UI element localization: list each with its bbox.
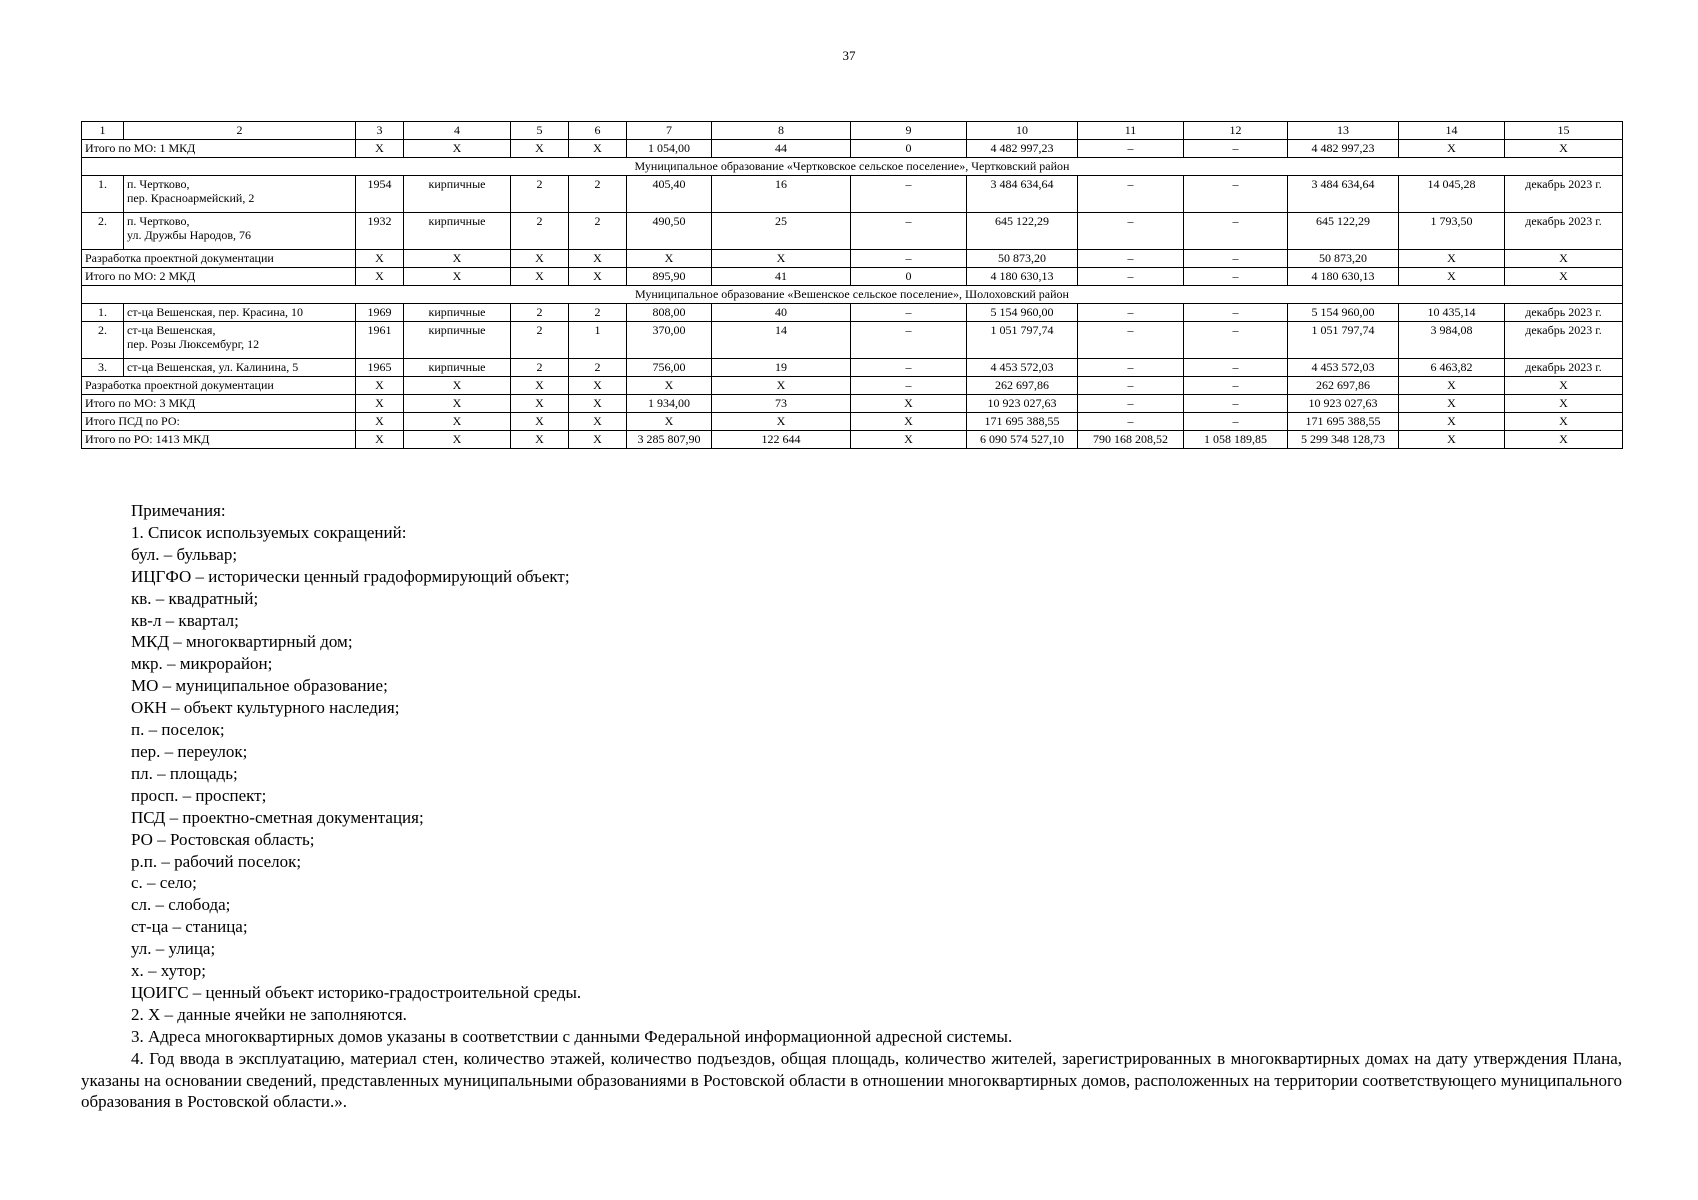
table-cell: кирпичные <box>404 213 511 250</box>
table-cell: X <box>356 268 404 286</box>
notes-item-3: 3. Адреса многоквартирных домов указаны в соответствии с данными Федеральной информационной адресной системы. <box>131 1026 1013 1046</box>
table-cell: 171 695 388,55 <box>967 413 1078 431</box>
abbreviation-item: пл. – площадь; <box>131 763 238 783</box>
abbreviation-item: п. – поселок; <box>131 720 225 740</box>
table-cell: 405,40 <box>627 176 712 213</box>
address-cell: п. Чертково, пер. Красноармейский, 2 <box>124 176 356 213</box>
table-cell: X <box>1399 431 1505 449</box>
table-cell: декабрь 2023 г. <box>1505 176 1623 213</box>
section-heading-row <box>82 286 1623 304</box>
table-header-row <box>82 122 1623 140</box>
housing-repair-table <box>81 121 1623 449</box>
table-cell: – <box>1184 413 1288 431</box>
table-cell: 645 122,29 <box>967 213 1078 250</box>
table-cell: 370,00 <box>627 322 712 359</box>
address-cell: ст-ца Вешенская, пер. Розы Люксембург, 12 <box>124 322 356 359</box>
table-cell: 4 453 572,03 <box>1288 359 1399 377</box>
table-row <box>82 213 1623 250</box>
table-cell: X <box>569 250 627 268</box>
column-number: 12 <box>1184 122 1288 140</box>
table-cell: X <box>356 140 404 158</box>
table-cell: 2 <box>569 213 627 250</box>
table-cell: – <box>1078 322 1184 359</box>
row-label: Итого ПСД по РО: <box>82 413 356 431</box>
table-cell: 1965 <box>356 359 404 377</box>
row-label: Итого по МО: 2 МКД <box>82 268 356 286</box>
abbreviation-item: кв-л – квартал; <box>131 610 239 630</box>
table-cell: – <box>1184 250 1288 268</box>
table-cell: 1969 <box>356 304 404 322</box>
column-number: 13 <box>1288 122 1399 140</box>
table-cell: – <box>851 250 967 268</box>
table-cell: X <box>511 140 569 158</box>
table-cell: 262 697,86 <box>967 377 1078 395</box>
table-cell: X <box>569 431 627 449</box>
abbreviation-item: мкр. – микрорайон; <box>131 654 273 674</box>
total-row <box>82 268 1623 286</box>
table-cell: 1954 <box>356 176 404 213</box>
abbreviation-item: бул. – бульвар; <box>131 544 238 564</box>
abbreviation-item: просп. – проспект; <box>131 785 267 805</box>
grand-total-row <box>82 431 1623 449</box>
design-docs-row <box>82 377 1623 395</box>
table-cell: 2 <box>569 304 627 322</box>
table-cell: X <box>1399 140 1505 158</box>
table-cell: X <box>569 268 627 286</box>
abbreviation-item: ЦОИГС – ценный объект историко-градостроительной среды. <box>131 982 582 1002</box>
total-row <box>82 395 1623 413</box>
table-cell: X <box>1399 413 1505 431</box>
row-number: 3. <box>82 359 124 377</box>
abbreviation-item: х. – хутор; <box>131 961 207 981</box>
column-number: 8 <box>712 122 851 140</box>
table-cell: X <box>356 250 404 268</box>
table-cell: 756,00 <box>627 359 712 377</box>
table-cell: – <box>1184 140 1288 158</box>
notes-item-1: 1. Список используемых сокращений: <box>131 522 407 542</box>
table-cell: X <box>511 413 569 431</box>
table-cell: 1932 <box>356 213 404 250</box>
table-cell: 40 <box>712 304 851 322</box>
abbreviation-list <box>81 544 1622 1004</box>
table-cell: 3 484 634,64 <box>1288 176 1399 213</box>
table-cell: – <box>851 377 967 395</box>
table-cell: декабрь 2023 г. <box>1505 304 1623 322</box>
table-cell: X <box>511 395 569 413</box>
table-cell: 41 <box>712 268 851 286</box>
abbreviation-item: ОКН – объект культурного наследия; <box>131 698 400 718</box>
abbreviation-item: РО – Ростовская область; <box>131 829 315 849</box>
table-cell: X <box>511 268 569 286</box>
table-cell: 1 051 797,74 <box>967 322 1078 359</box>
table-cell: 6 463,82 <box>1399 359 1505 377</box>
table-cell: – <box>1078 140 1184 158</box>
total-row <box>82 140 1623 158</box>
table-row <box>82 322 1623 359</box>
table-cell: X <box>404 250 511 268</box>
table-cell: X <box>1399 268 1505 286</box>
table-cell: – <box>1078 213 1184 250</box>
table-row <box>82 176 1623 213</box>
table-cell: X <box>1505 268 1623 286</box>
table-cell: X <box>712 250 851 268</box>
table-cell: – <box>1078 395 1184 413</box>
table-cell: 4 180 630,13 <box>967 268 1078 286</box>
table-cell: – <box>1078 359 1184 377</box>
table-cell: X <box>404 413 511 431</box>
table-cell: X <box>569 395 627 413</box>
table-cell: X <box>511 377 569 395</box>
table-cell: 1 <box>569 322 627 359</box>
table-cell: 4 482 997,23 <box>967 140 1078 158</box>
table-cell: – <box>1078 304 1184 322</box>
table-cell: X <box>356 413 404 431</box>
table-cell: декабрь 2023 г. <box>1505 322 1623 359</box>
table-cell: X <box>627 250 712 268</box>
row-label: Разработка проектной документации <box>82 377 356 395</box>
table-cell: X <box>569 413 627 431</box>
table-cell: – <box>851 322 967 359</box>
table-cell: X <box>404 431 511 449</box>
abbreviation-item: МО – муниципальное образование; <box>131 676 388 696</box>
table-cell: 44 <box>712 140 851 158</box>
table-cell: 6 090 574 527,10 <box>967 431 1078 449</box>
table-cell: 14 <box>712 322 851 359</box>
table-cell: 3 984,08 <box>1399 322 1505 359</box>
table-cell: X <box>627 377 712 395</box>
table-cell: X <box>627 413 712 431</box>
table-cell: 1 051 797,74 <box>1288 322 1399 359</box>
row-label: Итого по РО: 1413 МКД <box>82 431 356 449</box>
table-cell: – <box>1184 304 1288 322</box>
abbreviation-item: сл. – слобода; <box>131 895 231 915</box>
address-cell: ст-ца Вешенская, пер. Красина, 10 <box>124 304 356 322</box>
row-label: Итого по МО: 1 МКД <box>82 140 356 158</box>
table-cell: кирпичные <box>404 359 511 377</box>
table-cell: 122 644 <box>712 431 851 449</box>
table-cell: X <box>511 250 569 268</box>
table-cell: 16 <box>712 176 851 213</box>
abbreviation-item: пер. – переулок; <box>131 741 248 761</box>
table-row <box>82 304 1623 322</box>
notes-title: Примечания: <box>131 501 226 520</box>
column-number: 15 <box>1505 122 1623 140</box>
table-cell: 4 482 997,23 <box>1288 140 1399 158</box>
abbreviation-item: ИЦГФО – исторически ценный градоформирующий объект; <box>131 566 570 586</box>
table-cell: 5 154 960,00 <box>967 304 1078 322</box>
table-cell: X <box>1505 250 1623 268</box>
table-cell: декабрь 2023 г. <box>1505 213 1623 250</box>
table-cell: 10 435,14 <box>1399 304 1505 322</box>
table-cell: 10 923 027,63 <box>1288 395 1399 413</box>
column-number: 14 <box>1399 122 1505 140</box>
table-cell: X <box>356 377 404 395</box>
table-cell: X <box>851 413 967 431</box>
table-cell: 5 154 960,00 <box>1288 304 1399 322</box>
table-cell: 14 045,28 <box>1399 176 1505 213</box>
abbreviation-item: ул. – улица; <box>131 939 216 959</box>
notes-item-4: 4. Год ввода в эксплуатацию, материал стен, количество этажей, количество подъездов, общая площадь, количество жителей, зарегистрированных в многоквартирных домах на дату утверждения Плана, указаны на основании сведений, представленных муниципальными образованиями в Ростовской области в отношении многоквартирных домов, расположенных на территории соответствующего муниципального образования в Ростовской области.». <box>81 1048 1622 1112</box>
table-cell: 645 122,29 <box>1288 213 1399 250</box>
table-cell: – <box>1078 268 1184 286</box>
table-cell: 895,90 <box>627 268 712 286</box>
table-cell: – <box>1078 377 1184 395</box>
table-cell: X <box>1505 377 1623 395</box>
table-cell: декабрь 2023 г. <box>1505 359 1623 377</box>
column-number: 1 <box>82 122 124 140</box>
table-cell: 1 058 189,85 <box>1184 431 1288 449</box>
table-cell: 1 054,00 <box>627 140 712 158</box>
column-number: 7 <box>627 122 712 140</box>
row-number: 2. <box>82 322 124 359</box>
row-number: 1. <box>82 176 124 213</box>
table-cell: 2 <box>511 359 569 377</box>
table-cell: X <box>851 395 967 413</box>
column-number: 2 <box>124 122 356 140</box>
psd-total-row <box>82 413 1623 431</box>
table-cell: 1961 <box>356 322 404 359</box>
table-cell: 1 793,50 <box>1399 213 1505 250</box>
table-cell: – <box>851 304 967 322</box>
section-heading-row <box>82 158 1623 176</box>
table-cell: X <box>569 377 627 395</box>
table-cell: 50 873,20 <box>1288 250 1399 268</box>
table-cell: X <box>1505 395 1623 413</box>
column-number: 5 <box>511 122 569 140</box>
notes-item-2: 2. X – данные ячейки не заполняются. <box>131 1004 407 1024</box>
table-cell: кирпичные <box>404 176 511 213</box>
table-cell: 171 695 388,55 <box>1288 413 1399 431</box>
table-cell: X <box>1505 413 1623 431</box>
table-cell: кирпичные <box>404 304 511 322</box>
page-number: 37 <box>842 48 856 63</box>
table-cell: X <box>712 377 851 395</box>
table-cell: – <box>1184 359 1288 377</box>
table-cell: – <box>1184 213 1288 250</box>
table-cell: 808,00 <box>627 304 712 322</box>
abbreviation-item: кв. – квадратный; <box>131 588 259 608</box>
table-cell: – <box>1078 176 1184 213</box>
table-cell: 0 <box>851 140 967 158</box>
abbreviation-item: ст-ца – станица; <box>131 917 248 937</box>
table-cell: X <box>1399 250 1505 268</box>
table-cell: X <box>356 431 404 449</box>
table-cell: X <box>404 268 511 286</box>
column-number: 4 <box>404 122 511 140</box>
column-number: 10 <box>967 122 1078 140</box>
column-number: 6 <box>569 122 627 140</box>
section-heading: Муниципальное образование «Вешенское сельское поселение», Шолоховский район <box>82 286 1623 304</box>
table-cell: – <box>1078 250 1184 268</box>
table-cell: 2 <box>511 213 569 250</box>
table-cell: 2 <box>511 176 569 213</box>
abbreviation-item: с. – село; <box>131 873 197 893</box>
abbreviation-item: ПСД – проектно-сметная документация; <box>131 807 424 827</box>
table-cell: кирпичные <box>404 322 511 359</box>
table-cell: 3 285 807,90 <box>627 431 712 449</box>
table-cell: – <box>1184 377 1288 395</box>
table-cell: 3 484 634,64 <box>967 176 1078 213</box>
abbreviation-item: р.п. – рабочий поселок; <box>131 851 302 871</box>
table-cell: X <box>404 395 511 413</box>
table-cell: X <box>851 431 967 449</box>
row-label: Разработка проектной документации <box>82 250 356 268</box>
table-cell: 50 873,20 <box>967 250 1078 268</box>
table-cell: X <box>1399 395 1505 413</box>
row-label: Итого по МО: 3 МКД <box>82 395 356 413</box>
table-cell: 2 <box>569 176 627 213</box>
table-cell: 5 299 348 128,73 <box>1288 431 1399 449</box>
column-number: 9 <box>851 122 967 140</box>
table-cell: X <box>356 395 404 413</box>
table-row <box>82 359 1623 377</box>
column-number: 11 <box>1078 122 1184 140</box>
table-cell: 19 <box>712 359 851 377</box>
section-heading: Муниципальное образование «Чертковское сельское поселение», Чертковский район <box>82 158 1623 176</box>
table-cell: 790 168 208,52 <box>1078 431 1184 449</box>
table-cell: 0 <box>851 268 967 286</box>
row-number: 1. <box>82 304 124 322</box>
table-cell: X <box>1505 431 1623 449</box>
column-number: 3 <box>356 122 404 140</box>
abbreviation-item: МКД – многоквартирный дом; <box>131 632 353 652</box>
table-cell: 25 <box>712 213 851 250</box>
table-cell: X <box>404 140 511 158</box>
table-cell: 4 180 630,13 <box>1288 268 1399 286</box>
row-number: 2. <box>82 213 124 250</box>
table-cell: X <box>404 377 511 395</box>
table-cell: 1 934,00 <box>627 395 712 413</box>
table-cell: – <box>851 359 967 377</box>
table-cell: – <box>1184 395 1288 413</box>
address-cell: п. Чертково, ул. Дружбы Народов, 76 <box>124 213 356 250</box>
table-cell: – <box>1184 268 1288 286</box>
table-cell: 10 923 027,63 <box>967 395 1078 413</box>
table-cell: – <box>851 176 967 213</box>
notes-block <box>81 500 1622 1113</box>
table-cell: 4 453 572,03 <box>967 359 1078 377</box>
table-cell: – <box>1184 322 1288 359</box>
table-cell: X <box>1399 377 1505 395</box>
table-cell: X <box>569 140 627 158</box>
table-cell: – <box>1078 413 1184 431</box>
table-cell: 2 <box>511 322 569 359</box>
table-cell: X <box>1505 140 1623 158</box>
table-cell: – <box>1184 176 1288 213</box>
table-cell: X <box>511 431 569 449</box>
table-cell: – <box>851 213 967 250</box>
table-cell: 2 <box>569 359 627 377</box>
design-docs-row <box>82 250 1623 268</box>
address-cell: ст-ца Вешенская, ул. Калинина, 5 <box>124 359 356 377</box>
table-cell: 2 <box>511 304 569 322</box>
table-cell: 262 697,86 <box>1288 377 1399 395</box>
table-cell: X <box>712 413 851 431</box>
table-cell: 490,50 <box>627 213 712 250</box>
table-cell: 73 <box>712 395 851 413</box>
